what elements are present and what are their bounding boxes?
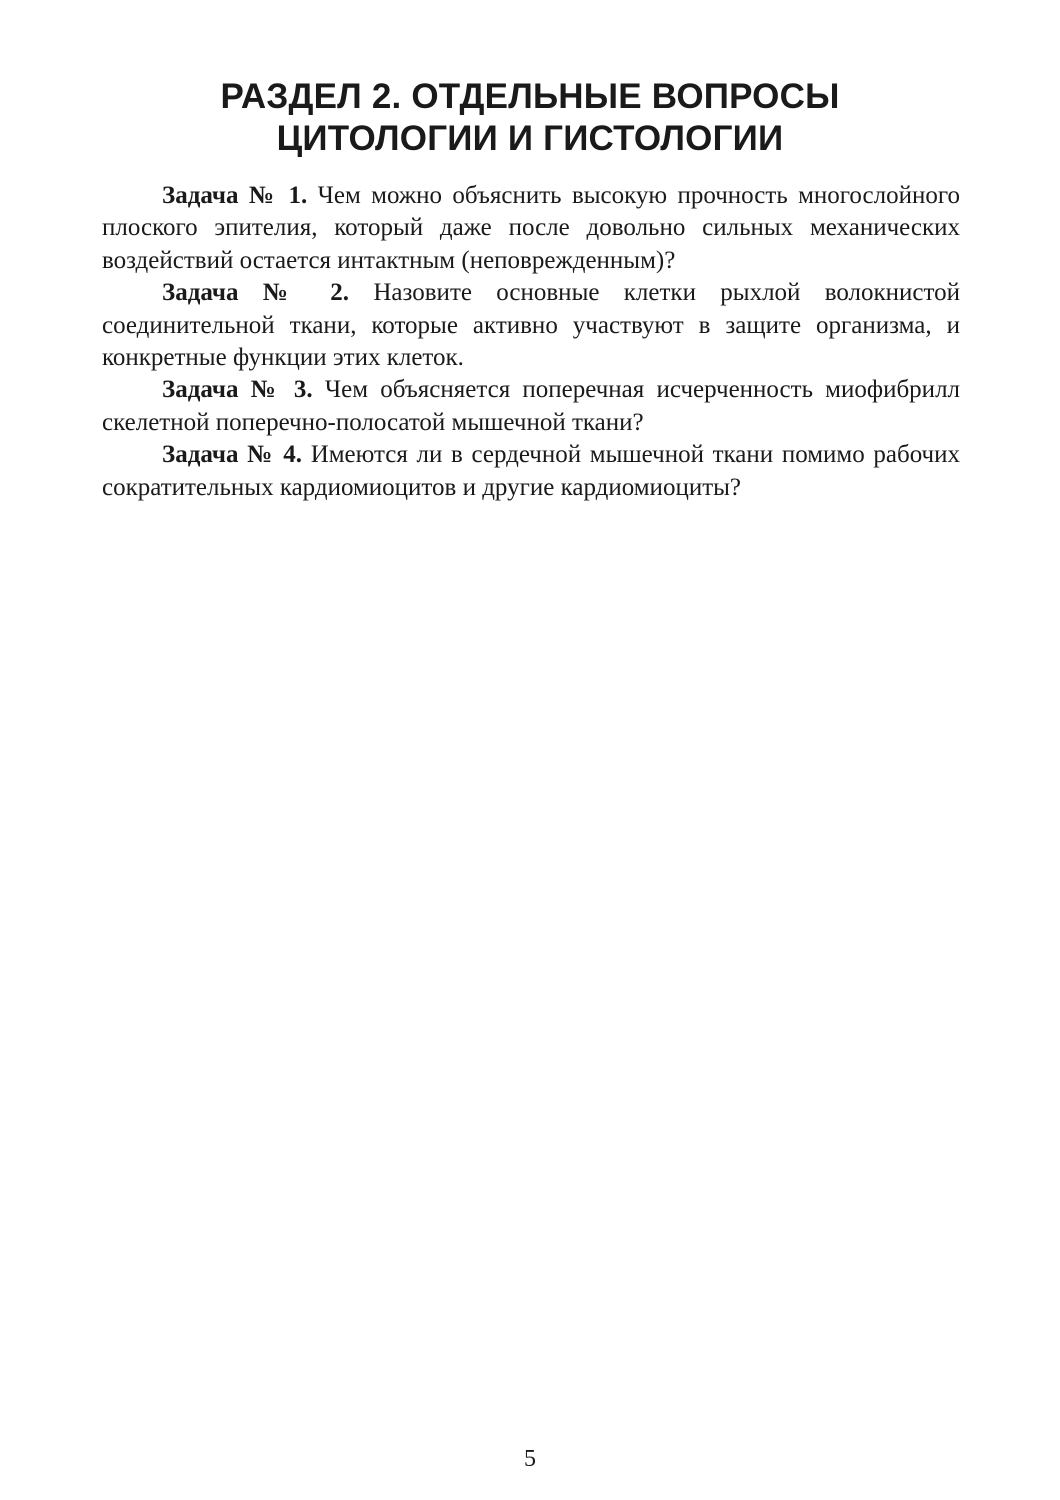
task-4	[102, 439, 960, 504]
task-2-label: Задача № 2.	[162, 279, 350, 307]
task-4-text: Имеются ли в сердечной мышечной ткани помимо рабочих сократительных кардиомиоцитов и другие кардиомиоциты?	[102, 441, 961, 501]
section-heading-line-2: ЦИТОЛОГИИ И ГИСТОЛОГИИ	[276, 119, 784, 158]
task-list	[102, 180, 960, 504]
task-1-label: Задача № 1.	[162, 182, 308, 209]
task-1	[102, 180, 960, 277]
section-heading	[0, 76, 1060, 160]
page-number: 5	[524, 1446, 536, 1472]
section-heading-line-1: РАЗДЕЛ 2. ОТДЕЛЬНЫЕ ВОПРОСЫ	[220, 77, 840, 116]
task-4-label: Задача № 4.	[162, 441, 303, 469]
task-3-text: Чем объясняется поперечная исчерченность миофибрилл скелетной поперечно-полосатой мышечной ткани?	[102, 376, 961, 436]
task-3	[102, 374, 960, 439]
task-3-label: Задача № 3.	[162, 376, 313, 404]
task-2-text: Назовите основные клетки рыхлой волокнистой соединительной ткани, которые активно участвуют в защите организма, и конкретные функции этих клеток.	[102, 279, 961, 372]
task-1-text: Чем можно объяснить высокую прочность многослойного плоского эпителия, который даже после довольно сильных механических воздействий остается интактным (неповрежденным)?	[102, 182, 961, 274]
task-2	[102, 277, 960, 374]
